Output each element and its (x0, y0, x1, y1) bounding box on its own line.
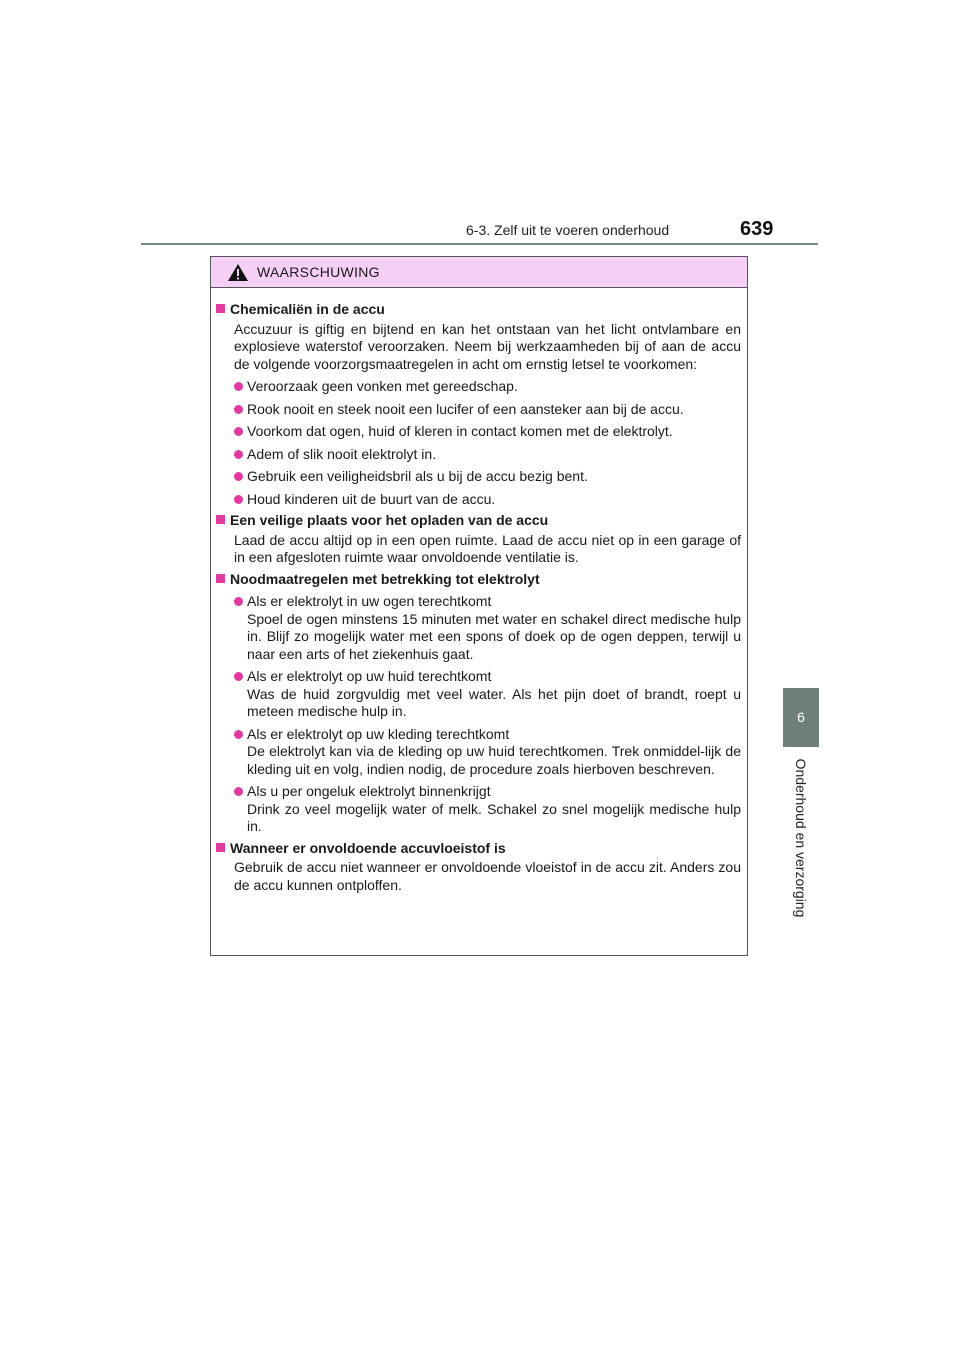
list-item: Voorkom dat ogen, huid of kleren in contact komen met de elektrolyt. (234, 423, 741, 441)
round-bullet-icon (234, 450, 243, 459)
round-bullet-icon (234, 405, 243, 414)
section-heading: Noodmaatregelen met betrekking tot elektrolyt (230, 570, 540, 587)
section-heading: Een veilige plaats voor het opladen van de accu (230, 512, 549, 528)
section-charging-location (216, 512, 741, 567)
round-bullet-icon (234, 787, 243, 796)
header-rule (141, 243, 818, 245)
list-item: Houd kinderen uit de buurt van de accu. (234, 491, 741, 509)
square-bullet-icon (216, 515, 225, 524)
round-bullet-icon (234, 495, 243, 504)
list-item: Als er elektrolyt in uw ogen terechtkomt Spoel de ogen minstens 15 minuten met water en schakel direct medische hulp in. Blijf zo mogelijk water met een spons of doek op de ogen deppen, terwijl u naar een arts of het ziekenhuis gaat. (234, 593, 741, 663)
warning-triangle-icon (227, 263, 249, 282)
round-bullet-icon (234, 472, 243, 481)
list-item: Als er elektrolyt op uw huid terechtkomt Was de huid zorgvuldig met veel water. Als het pijn doet of brandt, roept u meteen medische hulp in. (234, 668, 741, 721)
section-heading: Wanneer er onvoldoende accuvloeistof is (230, 839, 506, 856)
section-low-fluid (216, 840, 741, 895)
round-bullet-icon (234, 672, 243, 681)
warning-box (210, 256, 748, 956)
section-text: Gebruik de accu niet wanneer er onvoldoende vloeistof in de accu zit. Anders zou de accu kunnen ontploffen. (234, 859, 741, 893)
list-item: Adem of slik nooit elektrolyt in. (234, 446, 741, 464)
list-item: Als er elektrolyt op uw kleding terechtkomt De elektrolyt kan via de kleding op uw huid terechtkomen. Trek onmiddel-lijk de kleding uit en volg, indien nodig, de procedure zoals hierboven beschreven. (234, 726, 741, 779)
warning-header (211, 257, 747, 288)
warning-body (211, 288, 747, 894)
round-bullet-icon (234, 382, 243, 391)
section-text: Accuzuur is giftig en bijtend en kan het ontstaan van het licht ontvlambare en explosieve waterstof veroorzaken. Neem bij werkzaamheden bij of aan de accu de volgende voorzorgsmaatregelen in acht om ernstig letsel te voorkomen: (234, 320, 741, 372)
list-item: Gebruik een veiligheidsbril als u bij de accu bezig bent. (234, 468, 741, 486)
chapter-tab-label (783, 747, 819, 929)
square-bullet-icon (216, 843, 225, 852)
list-item: Rook nooit en steek nooit een lucifer of een aansteker aan bij de accu. (234, 401, 741, 419)
round-bullet-icon (234, 427, 243, 436)
square-bullet-icon (216, 304, 225, 313)
warning-title: WAARSCHUWING (257, 264, 380, 280)
page-number: 639 (740, 218, 774, 240)
chapter-tab-number: 6 (783, 688, 819, 747)
section-chemicals (216, 301, 741, 508)
section-heading: Chemicaliën in de accu (230, 301, 385, 317)
round-bullet-icon (234, 730, 243, 739)
section-text: Laad de accu altijd op in een open ruimte. Laad de accu niet op in een garage of in een afgesloten ruimte waar onvoldoende ventilatie is. (234, 531, 741, 565)
list-item: Als u per ongeluk elektrolyt binnenkrijgt Drink zo veel mogelijk water of melk. Schakel zo snel mogelijk medische hulp in. (234, 783, 741, 836)
round-bullet-icon (234, 597, 243, 606)
chapter-tab-label-text: Onderhoud en verzorging (793, 758, 809, 918)
list-item: Veroorzaak geen vonken met gereedschap. (234, 378, 741, 396)
square-bullet-icon (216, 574, 225, 583)
section-title: 6-3. Zelf uit te voeren onderhoud (466, 222, 670, 238)
section-emergency (216, 571, 741, 836)
